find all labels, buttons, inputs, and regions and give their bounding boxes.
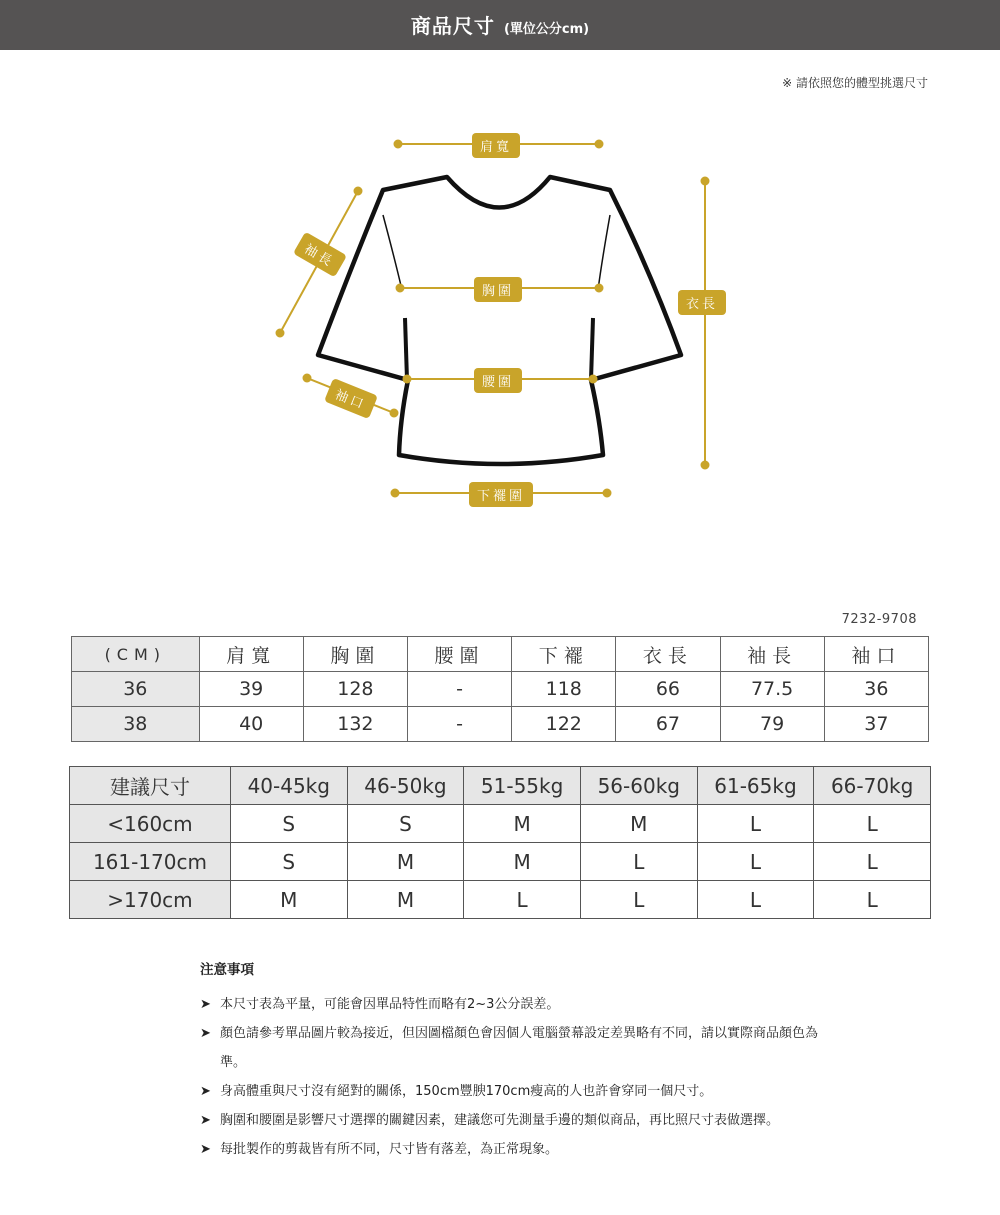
hem-end-left	[392, 490, 399, 497]
size-cell: 40	[199, 707, 303, 742]
size-cell: 36	[824, 672, 928, 707]
recommend-cell: S	[230, 805, 347, 843]
shirt-seam-right	[598, 215, 610, 290]
arrow-icon: ➤	[200, 1084, 211, 1099]
recommend-cell: L	[814, 881, 931, 919]
list-item	[200, 1135, 820, 1164]
cuff-tag: 袖口	[324, 378, 378, 419]
recommend-header: 40-45kg	[230, 767, 347, 805]
size-table-header: 袖口	[824, 637, 928, 672]
page-title: 商品尺寸	[410, 14, 495, 38]
size-table-header: (CM)	[72, 637, 200, 672]
size-cell: 38	[72, 707, 200, 742]
height-cell: 161-170cm	[70, 843, 231, 881]
waist-end-left	[404, 376, 411, 383]
arrow-icon: ➤	[200, 1026, 211, 1041]
recommend-cell: L	[697, 881, 814, 919]
recommend-cell: M	[347, 881, 464, 919]
hem-end-right	[604, 490, 611, 497]
size-table-header: 下襬	[512, 637, 616, 672]
notes-title: 注意事項	[200, 962, 254, 978]
body-length-end-top	[702, 178, 709, 185]
sleeve-length-tag: 袖長	[293, 232, 347, 278]
shirt-side-left	[405, 318, 407, 380]
shoulder-end-right	[596, 141, 603, 148]
recommend-cell: S	[347, 805, 464, 843]
recommend-cell: L	[814, 805, 931, 843]
note-text: 胸圍和腰圍是影響尺寸選擇的關鍵因素，建議您可先測量手邊的類似商品，再比照尺寸表做選擇。	[220, 1113, 780, 1128]
arrow-icon: ➤	[200, 997, 211, 1012]
recommend-cell: L	[464, 881, 581, 919]
size-cell: 122	[512, 707, 616, 742]
size-table-header: 胸圍	[303, 637, 407, 672]
size-cell: 67	[616, 707, 720, 742]
size-cell: 39	[199, 672, 303, 707]
size-table-header: 袖長	[720, 637, 824, 672]
arrow-icon: ➤	[200, 1113, 211, 1128]
sleeve-length-end-top	[355, 188, 362, 195]
table-row	[70, 881, 931, 919]
recommend-cell: L	[814, 843, 931, 881]
note-text: 本尺寸表為平量，可能會因單品特性而略有2~3公分誤差。	[220, 997, 560, 1012]
recommend-header: 66-70kg	[814, 767, 931, 805]
recommend-cell: L	[697, 843, 814, 881]
table-row	[70, 805, 931, 843]
size-cell: 118	[512, 672, 616, 707]
note-text: 每批製作的剪裁皆有所不同，尺寸皆有落差，為正常現象。	[220, 1142, 559, 1157]
recommend-cell: L	[697, 805, 814, 843]
hem-tag: 下襬圍	[469, 482, 533, 507]
product-code: 7232-9708	[841, 612, 917, 627]
cuff-end-right	[391, 410, 398, 417]
waist-end-right	[590, 376, 597, 383]
size-cell: 36	[72, 672, 200, 707]
chest-tag: 胸圍	[474, 277, 522, 302]
shirt-seam-left	[383, 215, 402, 290]
size-table-header: 肩寬	[199, 637, 303, 672]
list-item	[200, 1106, 820, 1135]
list-item	[200, 1077, 820, 1106]
waist-tag: 腰圍	[474, 368, 522, 393]
recommend-cell: S	[230, 843, 347, 881]
size-table	[71, 636, 929, 742]
sleeve-length-end-bottom	[277, 330, 284, 337]
unit-label: (單位公分cm)	[503, 22, 590, 37]
garment-diagram	[0, 0, 1000, 600]
recommend-cell: L	[580, 843, 697, 881]
note-text: 顏色請參考單品圖片較為接近，但因圖檔顏色會因個人電腦螢幕設定差異略有不同，請以實際商品顏色為準。	[220, 1026, 819, 1070]
size-table-header-row	[72, 637, 929, 672]
recommend-cell: L	[580, 881, 697, 919]
shoulder-tag: 肩寬	[472, 133, 520, 158]
recommend-cell: M	[230, 881, 347, 919]
table-row	[70, 843, 931, 881]
recommend-cell: M	[464, 805, 581, 843]
notes-section	[200, 958, 820, 1164]
recommend-cell: M	[580, 805, 697, 843]
size-cell: -	[407, 672, 511, 707]
shirt-side-right	[591, 318, 593, 380]
size-cell: 77.5	[720, 672, 824, 707]
table-row	[72, 672, 929, 707]
size-cell: 132	[303, 707, 407, 742]
recommend-header: 61-65kg	[697, 767, 814, 805]
size-cell: 128	[303, 672, 407, 707]
size-advice-note: ※ 請依照您的體型挑選尺寸	[782, 76, 928, 90]
recommend-cell: M	[347, 843, 464, 881]
cuff-end-left	[304, 375, 311, 382]
list-item	[200, 990, 820, 1019]
recommend-header: 46-50kg	[347, 767, 464, 805]
size-cell: 66	[616, 672, 720, 707]
recommend-table	[69, 766, 931, 919]
size-table-header: 衣長	[616, 637, 720, 672]
recommend-header: 建議尺寸	[70, 767, 231, 805]
shirt-outline	[318, 177, 681, 464]
table-row	[72, 707, 929, 742]
body-length-end-bottom	[702, 462, 709, 469]
chest-end-left	[397, 285, 404, 292]
list-item	[200, 1019, 820, 1077]
note-text: 身高體重與尺寸沒有絕對的關係，150cm豐腴170cm瘦高的人也許會穿同一個尺寸。	[220, 1084, 713, 1099]
recommend-cell: M	[464, 843, 581, 881]
recommend-header: 51-55kg	[464, 767, 581, 805]
chest-end-right	[596, 285, 603, 292]
arrow-icon: ➤	[200, 1142, 211, 1157]
height-cell: <160cm	[70, 805, 231, 843]
recommend-table-header-row	[70, 767, 931, 805]
shoulder-end-left	[395, 141, 402, 148]
size-cell: 79	[720, 707, 824, 742]
body-length-tag: 衣長	[678, 290, 726, 315]
height-cell: >170cm	[70, 881, 231, 919]
size-table-header: 腰圍	[407, 637, 511, 672]
recommend-header: 56-60kg	[580, 767, 697, 805]
size-cell: -	[407, 707, 511, 742]
size-cell: 37	[824, 707, 928, 742]
